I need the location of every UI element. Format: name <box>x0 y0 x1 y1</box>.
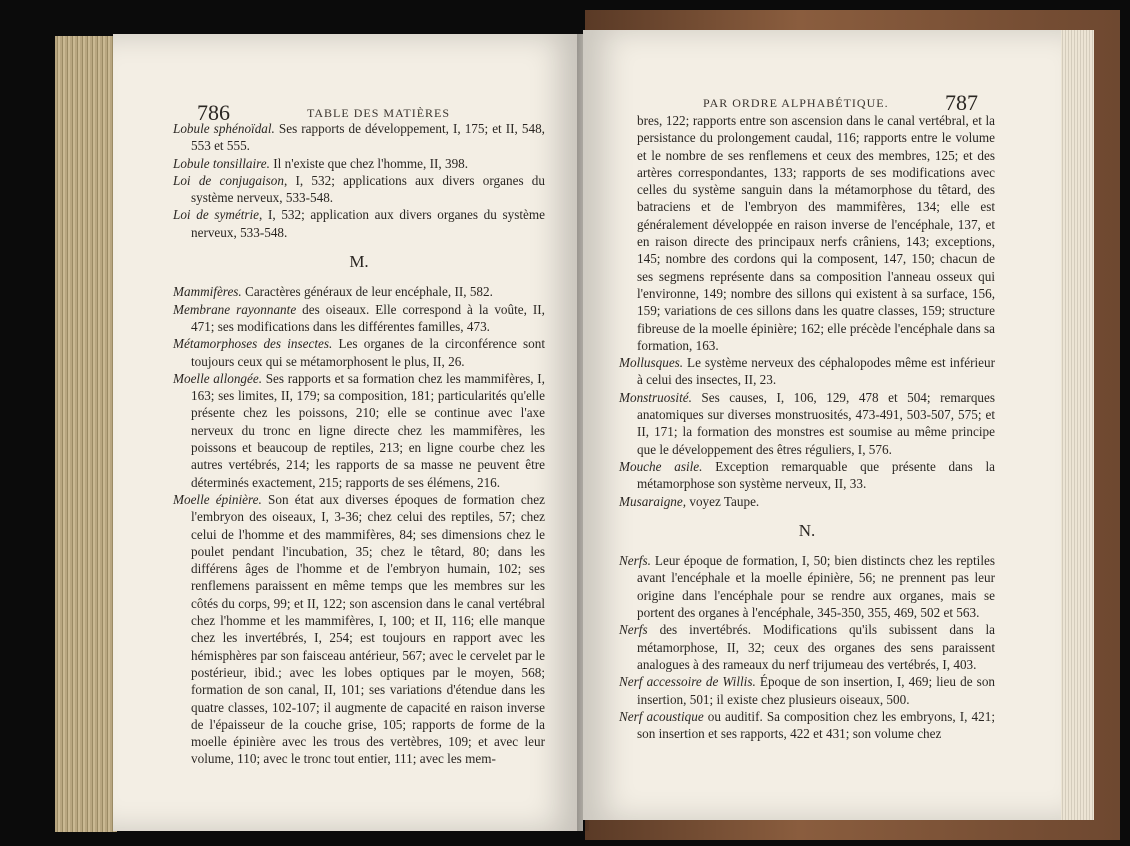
page-number: 786 <box>197 100 230 125</box>
index-entry: Musaraigne, voyez Taupe. <box>619 493 760 509</box>
index-entry: Nerfs des invertébrés. Modifications qu'ils subissent dans la métamorphose, II, 32; ceux des organes des sens paraissent analogues à des rameaux du nerf trijumeau des vertébrés, I, 403. <box>619 622 995 672</box>
index-entry: Mouche asile. Exception remarquable que présente dans la métamorphose son système nerveux, II, 33. <box>619 458 995 492</box>
section-letter: M. <box>349 252 369 272</box>
index-entry: Mollusques. Le système nerveux des céphalopodes même est inférieur à celui des insectes, II, 23. <box>619 355 995 388</box>
index-entry: Nerf acoustique ou auditif. Sa composition chez les embryons, I, 421; son insertion et ses rapports, 422 et 431; son volume chez <box>619 708 995 742</box>
right-page <box>583 30 1061 820</box>
index-column <box>619 112 995 742</box>
page-edges-left <box>55 36 117 832</box>
index-entry-continuation: bres, 122; rapports entre son ascension dans le canal vertébral, et la persistance du prolongement caudal, 116; rapports entre le volume et le nombre de ses renflemens et ceux des membres, 125; et des artères correspondantes, 133; rapports de ses modifications avec celles du système sanguin dans la métamorphose du têtard, des batraciens et de l'embryon des mammifères, 134; elle est généralement développée en raison inverse de l'encéphale, 137, et en raison directe des principaux nerfs crâniens, 143; exceptions, 145; nombre des cordons qui la composent, 147, 150; chacun de ses segmens représente dans sa composition l'anneau osseux qui l'environne, 149; nombre des sillons qui existent à sa surface, 156, 159; variations de ces sillons dans les quatre classes, 159; structure fibreuse de la moelle épinière; 162; elle précède l'encéphale dans sa formation, 163. <box>637 113 995 353</box>
index-entry: Lobule sphénoïdal. Ses rapports de développement, I, 175; et II, 548, 553 et 555. <box>173 121 545 154</box>
section-letter: N. <box>798 520 816 540</box>
index-column <box>173 120 545 768</box>
index-entry: Nerfs. Leur époque de formation, I, 50; bien distincts chez les reptiles avant l'encéphale et la moelle épinière, 56; ne prennent pas leur origine dans l'encéphale pour se rendre aux organes, mais se portent des organes à l'encéphale, 345-350, 355, 469, 502 et 563. <box>619 553 995 621</box>
index-entry: Lobule tonsillaire. Il n'existe que chez l'homme, II, 398. <box>173 155 469 171</box>
index-entry: Mammifères. Caractères généraux de leur encéphale, II, 582. <box>173 284 493 300</box>
left-page <box>113 34 583 831</box>
index-entry: Loi de symétrie, I, 532; application aux divers organes du système nerveux, 533-548. <box>173 207 545 240</box>
index-entry: Moelle épinière. Son état aux diverses époques de formation chez l'embryon des oiseaux, I, 3-36; chez celui des reptiles, 57; chez celui de l'homme et des mammifères, 84; ses dimensions chez le poulet pendant l'incubation, 35; chez le têtard, 80; dans les différens âges de l'homme et de l'embryon humain, 102; ses renflemens paraissent en même temps que les membres sur les côtés du corps, 99; et II, 122; son ascension dans le canal vertébral chez l'homme et les mammifères, I, 100; et II, 116; elle manque chez les invertébrés, I, 254; est toujours en rapport avec les hémisphères par son faisceau antérieur, 567; avec le cervelet par le postérieur, ibid.; avec les lobes optiques par le moyen, 568; formation de son canal, II, 101; ses variations d'étendue dans les quatre classes, 102-107; il augmente de capacité en raison inverse de l'épaisseur de la couche grise, 105; rapports de forme de la moelle épinière avec les trous des vertèbres, 109; et avec leur volume, 110; avec le tronc tout entier, 111; avec les mem- <box>173 491 545 767</box>
running-header: PAR ORDRE ALPHABÉTIQUE. <box>703 96 889 110</box>
index-entry: Moelle allongée. Ses rapports et sa formation chez les mammifères, I, 163; ses limites, II, 179; sa composition, 181; particularités qu'elle présente chez les poissons, 210; elle se continue avec l'axe nerveux du tronc en ligne directe chez les mammifères, les poissons et beaucoup de reptiles, 213; en ligne courbe chez les autres vertébrés, 214; les rapports de sa masse ne peuvent être déterminés exactement, 215; rapports de ses élémens, 216. <box>173 370 545 490</box>
index-entry: Nerf accessoire de Willis. Époque de son insertion, I, 469; lieu de son insertion, 501; il existe chez plusieurs oiseaux, 500. <box>619 674 996 707</box>
running-header: TABLE DES MATIÈRES <box>307 106 451 120</box>
index-entry: Métamorphoses des insectes. Les organes de la circonférence sont toujours ceux qui se métamorphosent le plus, II, 26. <box>173 336 545 369</box>
index-entry: Loi de conjugaison, I, 532; applications aux divers organes du système nerveux, 533-548. <box>173 172 545 206</box>
page-number: 787 <box>945 90 978 115</box>
index-entry: Membrane rayonnante des oiseaux. Elle correspond à la voûte, II, 471; ses modifications dans les différentes familles, 473. <box>173 301 545 334</box>
page-edges-right <box>1060 30 1094 820</box>
index-entry: Monstruosité. Ses causes, I, 106, 129, 478 et 504; remarques anatomiques sur diverses monstruosités, 473-491, 503-507, 575; et II, 171; la formation des monstres est soumise au même principe que le développement des êtres réguliers, I, 576. <box>619 389 995 457</box>
